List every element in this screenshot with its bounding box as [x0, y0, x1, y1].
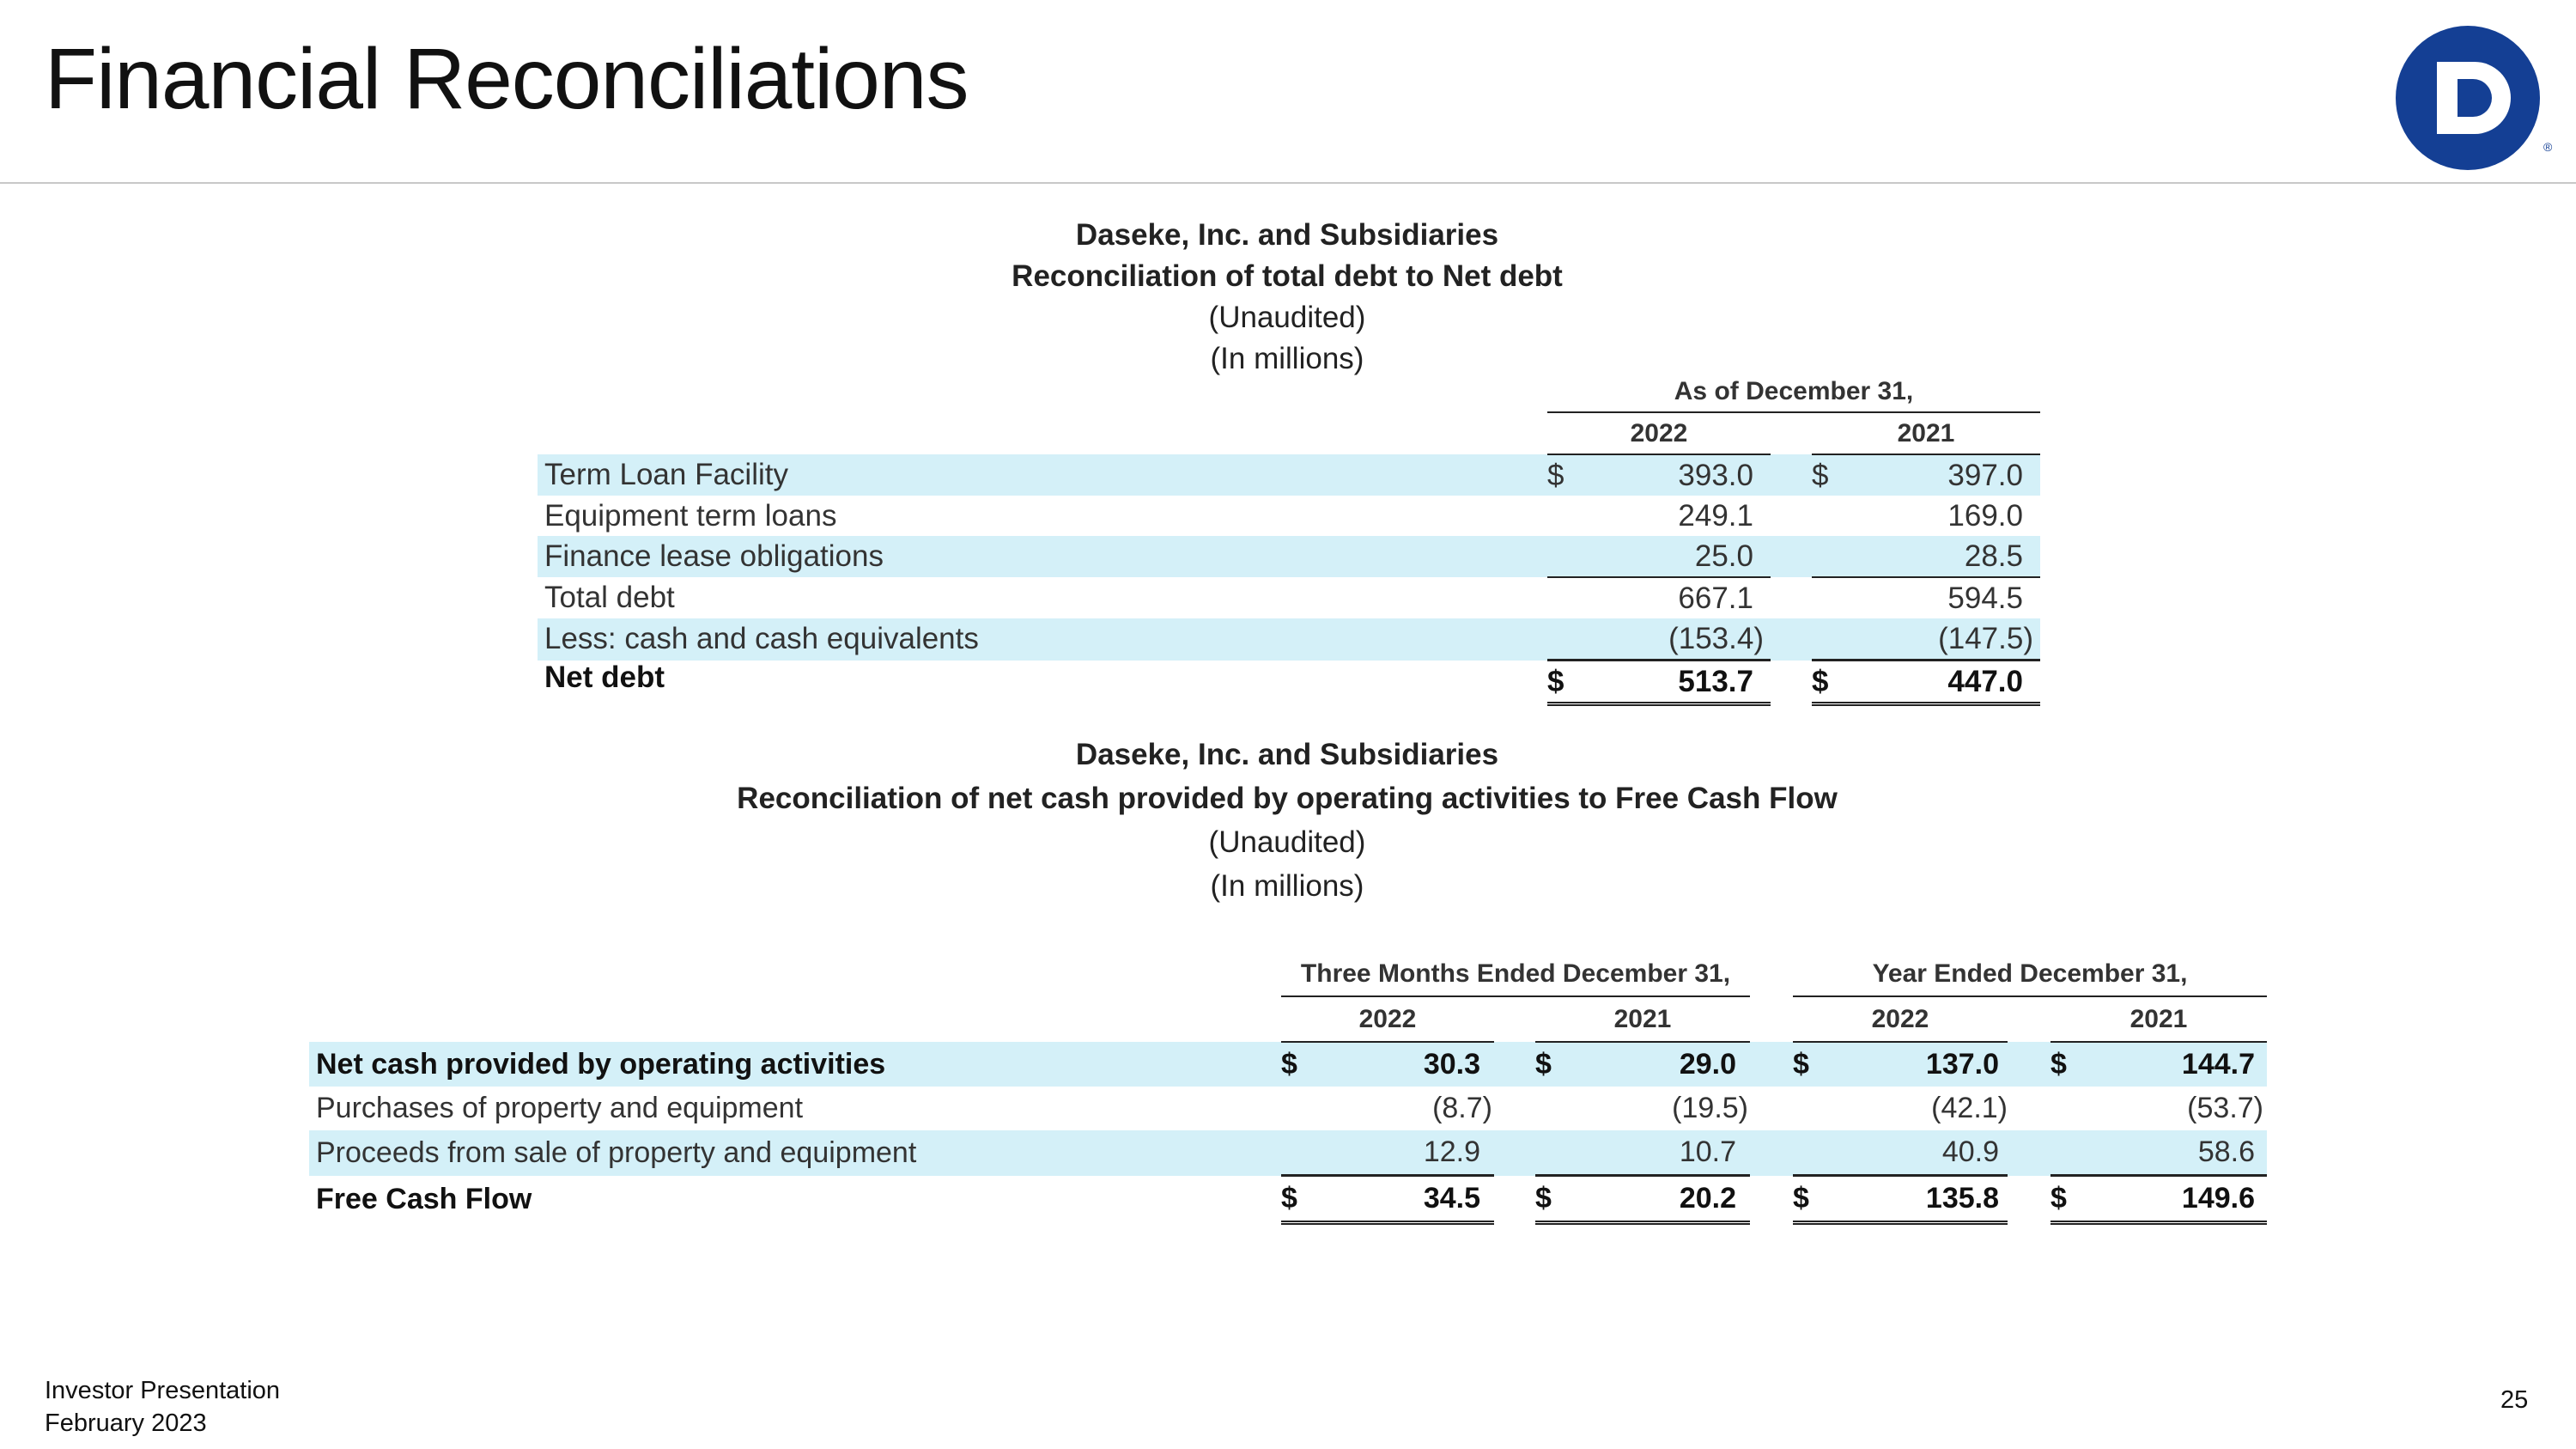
- table-row: Term Loan Facility $ 393.0 $ 397.0: [538, 454, 2040, 496]
- title-divider: [0, 182, 2576, 184]
- table-row: Net cash provided by operating activities $ 30.3 $ 29.0 $ 137.0 $ 144.7: [309, 1042, 2267, 1087]
- period-header: Year Ended December 31,: [1793, 952, 2267, 996]
- fcf-caption: [643, 733, 1931, 908]
- debt-unaudited: (Unaudited): [1208, 301, 1366, 334]
- year-header: 2021: [1535, 996, 1750, 1042]
- page-number: 25: [2500, 1386, 2529, 1414]
- table-row: Equipment term loans 249.1 169.0: [544, 498, 2023, 533]
- year-header: 2022: [1281, 996, 1494, 1042]
- table-row-total: Free Cash Flow $ 34.5 $ 20.2 $ 135.8 $ 149.6: [309, 1176, 2267, 1223]
- period-header: Three Months Ended December 31,: [1281, 952, 1750, 996]
- svg-text:®: ®: [2543, 140, 2553, 154]
- footer-date: February 2023: [45, 1409, 207, 1437]
- footer: [45, 1374, 280, 1440]
- table-row: Purchases of property and equipment (8.7) (19.5) (42.1) (53.7): [316, 1092, 2263, 1124]
- table-row: Proceeds from sale of property and equipment 12.9 10.7 40.9 58.6: [309, 1130, 2267, 1176]
- company-logo: [2396, 26, 2553, 180]
- table-row: Finance lease obligations 25.0 28.5: [538, 536, 2040, 577]
- page-title: Financial Reconciliations: [45, 31, 969, 127]
- debt-title: Reconciliation of total debt to Net debt: [1012, 259, 1563, 293]
- table-header-period: [538, 371, 2040, 412]
- year-header: 2022: [1793, 996, 2008, 1042]
- fcf-units: (In millions): [1210, 869, 1364, 903]
- debt-caption: [643, 215, 1931, 380]
- table-row-total: Net debt $ 513.7 $ 447.0: [538, 661, 2040, 704]
- footer-presentation: Investor Presentation: [45, 1377, 281, 1404]
- fcf-unaudited: (Unaudited): [1208, 825, 1366, 859]
- net-debt-table: [538, 371, 2040, 706]
- debt-units: (In millions): [1210, 342, 1364, 375]
- year-header: 2022: [1547, 412, 1771, 454]
- year-header: 2021: [2050, 996, 2267, 1042]
- table-header-years: [538, 412, 2040, 454]
- fcf-company: Daseke, Inc. and Subsidiaries: [1075, 738, 1499, 771]
- period-header: As of December 31,: [1547, 371, 2040, 412]
- debt-company: Daseke, Inc. and Subsidiaries: [1075, 218, 1499, 252]
- table-row: Total debt 667.1 594.5: [544, 581, 2023, 615]
- year-header: 2021: [1812, 412, 2040, 454]
- table-row: Less: cash and cash equivalents (153.4) (147.5): [538, 618, 2040, 661]
- table-header-period: [309, 952, 2267, 996]
- fcf-title: Reconciliation of net cash provided by operating activities to Free Cash Flow: [737, 782, 1838, 815]
- free-cash-flow-table: [309, 952, 2267, 1225]
- table-header-years: [309, 996, 2267, 1042]
